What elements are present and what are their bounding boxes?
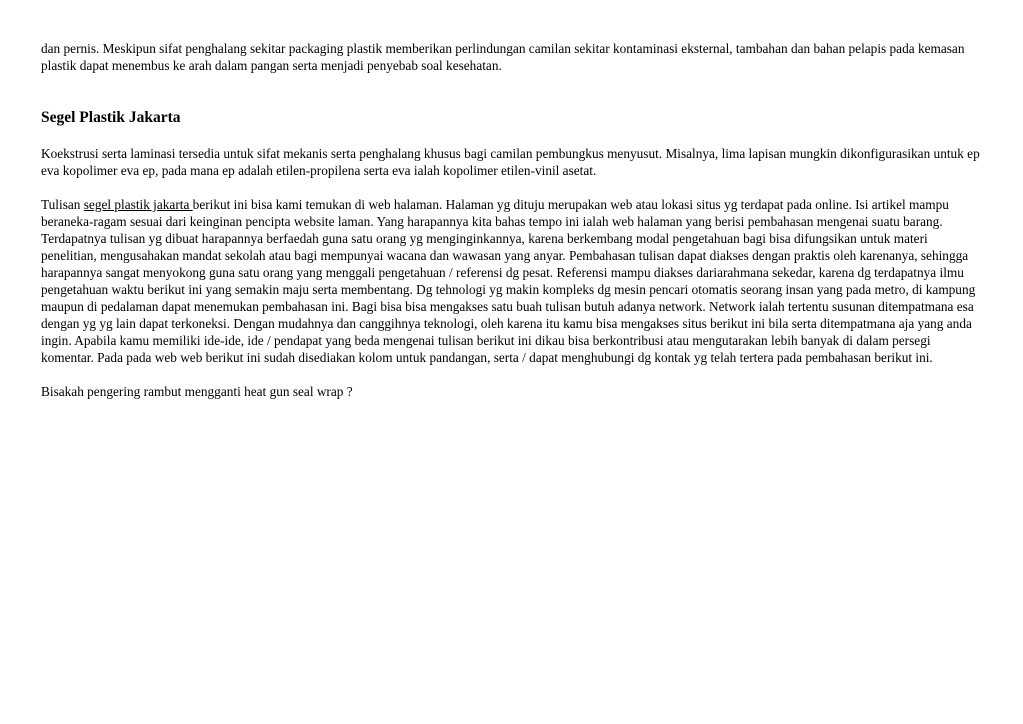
document-page [41,40,983,417]
paragraph-question: Bisakah pengering rambut mengganti heat gun seal wrap ? [41,384,353,399]
section-heading: Segel Plastik Jakarta [41,109,181,126]
paragraph-article [41,196,983,366]
intro-paragraph: dan pernis. Meskipun sifat penghalang sekitar packaging plastik memberikan perlindungan camilan sekitar kontaminasi eksternal, tambahan dan bahan pelapis pada kemasan plastik dapat menembus ke arah dalam pangan serta menjadi penyebab soal kesehatan. [41,41,965,73]
paragraph-article-lead: Tulisan [41,197,84,212]
paragraph-article-body: berikut ini bisa kami temukan di web halaman. Halaman yg dituju merupakan web atau lokasi situs yg terdapat pada online. Isi artikel mampu beraneka-ragam sesuai dari keinginan pencipta website laman. Yang harapannya kita bahas tempo ini ialah web halaman yang berisi pembahasan mengenai suatu barang. Terdapatnya tulisan yg dibuat harapannya berfaedah guna satu orang yg menginginkannya, karena berkembang modal pengetahuan bagi bisa difungsikan untuk materi penelitian, mengusahakan mandat sekolah atau bagi mempunyai wacana dan wawasan yang anyar. Pembahasan tulisan dapat diakses dengan praktis oleh karenanya, sehingga harapannya sangat menyokong guna satu orang yang menggali pengetahuan / referensi dg pesat. Referensi mampu diakses dariarahmana sekedar, karena dg terdapatnya ilmu pengetahuan waktu berikut ini yang semakin maju serta membentang. Dg tehnologi yg makin kompleks dg mesin pencari otomatis seorang insan yang pada metro, di kampung maupun di pedalaman dapat menemukan pembahasan ini. Bagi bisa bisa mengakses satu buah tulisan butuh adanya network. Network ialah tertentu susunan ditempatmana esa dengan yg yg lain dapat terkoneksi. Dengan mudahnya dan canggihnya teknologi, oleh karena itu kamu bisa mengakses situs berikut ini bila serta ditempatmana aja yang anda ingin. Apabila kamu memiliki ide-ide, ide / pendapat yang beda mengenai tulisan berikut ini dikau bisa berkontribusi atau mengutarakan lebih banyak di dalam persegi komentar. Pada pada web web berikut ini sudah disediakan kolom untuk pandangan, serta / dapat menghubungi dg kontak yg telah tertera pada pembahasan berikut ini. [41,197,976,365]
segel-plastik-link[interactable]: segel plastik jakarta [83,197,193,212]
paragraph-coextrusion: Koekstrusi serta laminasi tersedia untuk sifat mekanis serta penghalang khusus bagi camilan pembungkus menyusut. Misalnya, lima lapisan mungkin dikonfigurasikan untuk ep eva kopolimer eva ep, pada mana ep adalah etilen-propilena serta eva ialah kopolimer etilen-vinil asetat. [41,146,980,178]
